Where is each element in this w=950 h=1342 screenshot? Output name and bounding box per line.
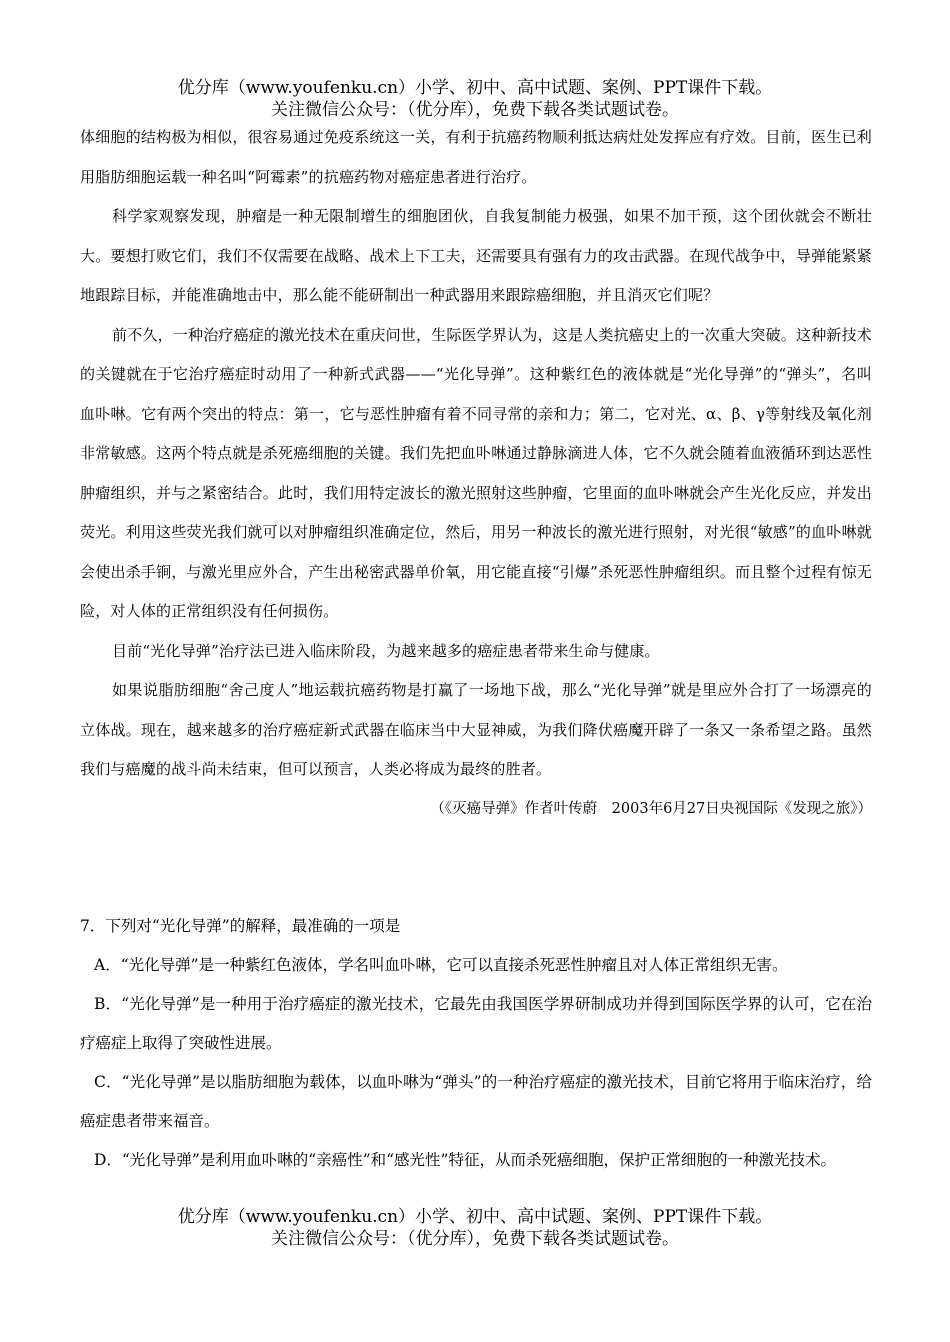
option-b: B．“光化导弹”是一种用于治疗癌症的激光技术，它最先由我国医学界研制成功并得到国际医学界的认可，它在治疗癌症上取得了突破性进展。 — [80, 995, 872, 1052]
question-7 — [80, 907, 872, 1180]
article-source: （《灭癌导弹》作者叶传蔚 2003年6月27日央视国际《发现之旅》） — [430, 800, 872, 817]
article-paragraph-5: 如果说脂肪细胞“舍己度人”地运载抗癌药物是打赢了一场地下战，那么“光化导弹”就是里应外合打了一场漂亮的立体战。现在，越来越多的治疗癌症新式武器在临床当中大显神威，为我们降伏癌魔开辟了一条又一条希望之路。虽然我们与癌魔的战斗尚未结束，但可以预言，人类必将成为最终的胜者。 — [80, 681, 872, 778]
question-stem: 7．下列对“光化导弹”的解释，最准确的一项是 — [80, 917, 401, 935]
option-d: D．“光化导弹”是利用血卟啉的“亲癌性”和“感光性”特征，从而杀死癌细胞，保护正常细胞的一种激光技术。 — [94, 1151, 836, 1169]
article-paragraph-4: 目前“光化导弹”治疗法已进入临床阶段，为越来越多的癌症患者带来生命与健康。 — [112, 641, 660, 660]
header-line-2: 关注微信公众号：（优分库），免费下载各类试题试卷。 — [271, 100, 679, 120]
footer-line-1: 优分库（www.youfenku.cn）小学、初中、高中试题、案例、PPT课件下载。 — [177, 1207, 773, 1227]
footer-line-2: 关注微信公众号：（优分库），免费下载各类试题试卷。 — [271, 1229, 679, 1249]
article-paragraph-1: 体细胞的结构极为相似，很容易通过免疫系统这一关，有利于抗癌药物顺利抵达病灶处发挥应有疗效。目前，医生已利用脂肪细胞运载一种名叫“阿霉素”的抗癌药物对癌症患者进行治疗。 — [80, 128, 872, 186]
article-body — [80, 118, 872, 829]
option-c: C．“光化导弹”是以脂肪细胞为载体，以血卟啉为“弹头”的一种治疗癌症的激光技术，目前它将用于临床治疗，给癌症患者带来福音。 — [80, 1073, 872, 1130]
page-footer — [0, 1206, 950, 1250]
option-a: A．“光化导弹”是一种紫红色液体，学名叫血卟啉，它可以直接杀死恶性肿瘤且对人体正常组织无害。 — [94, 956, 788, 974]
article-paragraph-3: 前不久，一种治疗癌症的激光技术在重庆问世，生际医学界认为，这是人类抗癌史上的一次重大突破。这种新技术的关键就在于它治疗癌症时动用了一种新式武器——“光化导弹”。这种紫红色的液体就是“光化导弹”的“弹头”，名叫血卟啉。它有两个突出的特点：第一，它与恶性肿瘤有着不同寻常的亲和力；第二，它对光、α、β、γ等射线及氧化剂非常敏感。这两个特点就是杀死癌细胞的关键。我们先把血卟啉通过静脉滴进人体，它不久就会随着血液循环到达恶性肿瘤组织，并与之紧密结合。此时，我们用特定波长的激光照射这些肿瘤，它里面的血卟啉就会产生光化反应，并发出荧光。利用这些荧光我们就可以对肿瘤组织准确定位，然后，用另一种波长的激光进行照射，对光很“敏感”的血卟啉就会使出杀手锏，与激光里应外合，产生出秘密武器单价氧，用它能直接“引爆”杀死恶性肿瘤组织。而且整个过程有惊无险，对人体的正常组织没有任何损伤。 — [80, 325, 873, 620]
header-line-1: 优分库（www.youfenku.cn）小学、初中、高中试题、案例、PPT课件下载。 — [177, 78, 773, 98]
article-paragraph-2: 科学家观察发现，肿瘤是一种无限制增生的细胞团伙，自我复制能力极强，如果不加干预，这个团伙就会不断壮大。要想打败它们，我们不仅需要在战略、战术上下工夫，还需要具有强有力的攻击武器。在现代战争中，导弹能紧紧地跟踪目标，并能准确地击中，那么能不能研制出一种武器用来跟踪癌细胞，并且消灭它们呢？ — [80, 207, 872, 304]
page-header — [0, 77, 950, 121]
